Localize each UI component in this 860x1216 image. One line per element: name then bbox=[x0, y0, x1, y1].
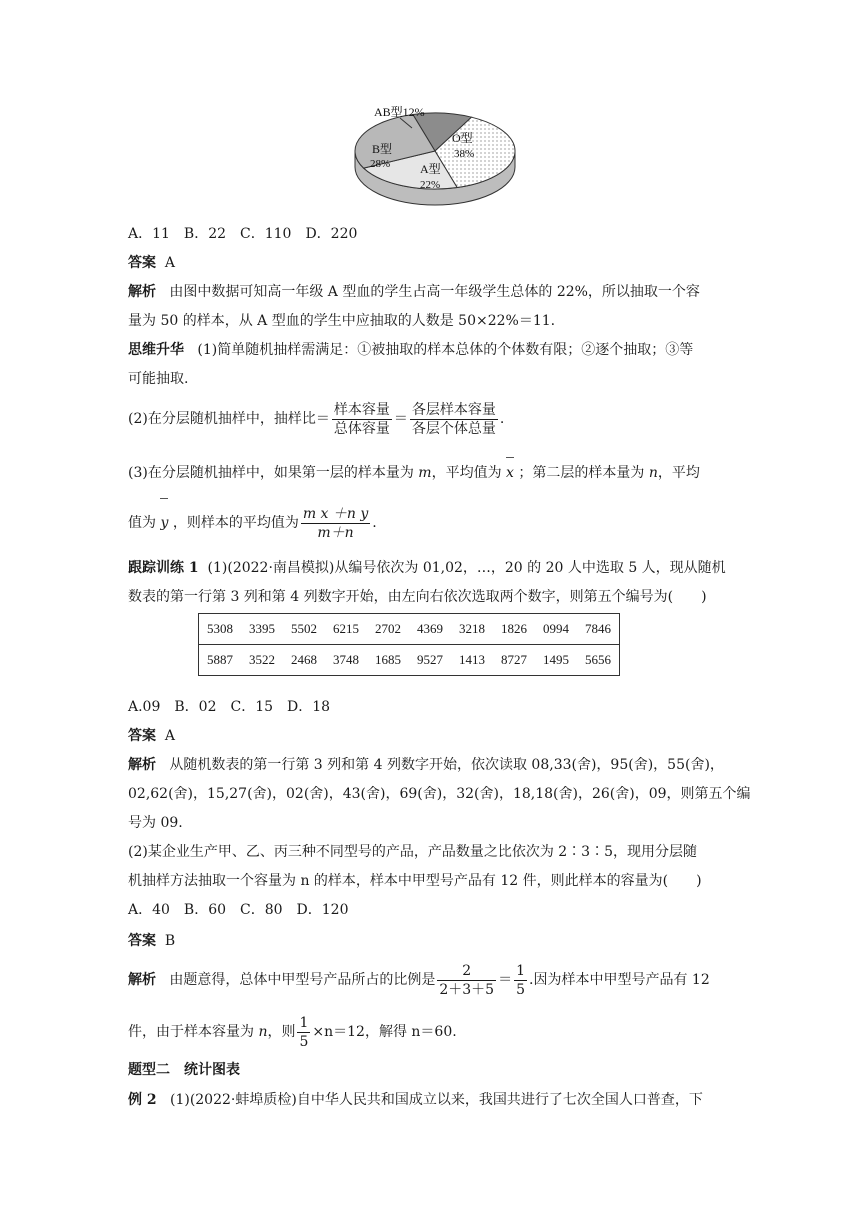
training-q1-line1: 跟踪训练 1 (1)(2022·南昌模拟)从编号依次为 01,02，…，20 的 20 人中选取 5 人，现从随机 bbox=[128, 560, 726, 576]
answer-label: 答案 bbox=[128, 255, 156, 271]
summary-p2: (2)在分层随机抽样中，抽样比＝ $\frac{\text{样本容量}}{\text{总体容量}}$ ＝ $\frac{\text{各层样本容量}}{\text{各层个体总量}}$ . bbox=[128, 401, 505, 437]
training-q2-line2: 机抽样方法抽取一个容量为 n 的样本，样本中甲型号产品有 12 件，则此样本的容量为( ) bbox=[128, 873, 702, 889]
y-bar: y bbox=[160, 504, 168, 542]
training-q1-analysis-line2: 02,62(舍)，15,27(舍)，02(舍)，43(舍)，69(舍)，32(舍)，18,18(舍)，26(舍)，09，则第五个编 bbox=[128, 786, 751, 802]
slice-label-b-name: B型 bbox=[372, 142, 393, 156]
training-q2-analysis-line1: 解析 由题意得，总体中甲型号产品所占的比例是 $\frac{2}{2+3+5}$ ＝ $\frac{1}{5}$ .因为样本中甲型号产品有 12 bbox=[128, 962, 710, 998]
training-q1-analysis-line3: 号为 09. bbox=[128, 815, 183, 831]
summary-line2: 可能抽取. bbox=[128, 371, 189, 387]
summary-p3-line2: 值为 y ，则样本的平均值为 $\frac{\text{m x ＋n y}}{m+n}$ . bbox=[128, 505, 377, 541]
slice-label-o-value: 38% bbox=[454, 148, 475, 160]
fraction-sample-ratio: $\frac{\text{样本容量}}{\text{总体容量}}$ bbox=[333, 401, 390, 437]
q1-options: A．11 B．22 C．110 D．220 bbox=[128, 226, 358, 242]
training-q2-options: A．40 B．60 C．80 D．120 bbox=[128, 902, 349, 918]
training-q1-analysis-line1: 解析 从随机数表的第一行第 3 列和第 4 列数字开始，依次读取 08,33(舍)，95(舍)，55(舍)， bbox=[128, 757, 724, 773]
training-q1-line2: 数表的第一行第 3 列和第 4 列数字开始，由左向右依次选取两个数字，则第五个编号为( ) bbox=[128, 589, 707, 605]
table-row: 5308 3395 5502 6215 2702 4369 3218 1826 0994 7846 bbox=[207, 621, 611, 636]
q1-analysis-line1: 解析 由图中数据可知高一年级 A 型血的学生占高一年级学生总体的 22%，所以抽取一个容 bbox=[128, 284, 700, 300]
training-q2-line1: (2)某企业生产甲、乙、丙三种不同型号的产品，产品数量之比依次为 2∶3∶5，现用分层随 bbox=[128, 844, 698, 860]
training-q1-answer: 答案 A bbox=[128, 728, 176, 744]
training-label: 跟踪训练 1 bbox=[128, 560, 199, 576]
summary-p3-line1: (3)在分层随机抽样中，如果第一层的样本量为 m，平均值为 x ；第二层的样本量为 n，平均 bbox=[128, 465, 700, 481]
fraction-layer-ratio: $\frac{\text{各层样本容量}}{\text{各层个体总量}}$ bbox=[411, 401, 496, 437]
example-label: 例 2 bbox=[128, 1092, 157, 1108]
slice-label-ab: AB型12% bbox=[374, 105, 425, 119]
slice-label-b-value: 28% bbox=[370, 158, 391, 170]
example-2-line1: 例 2 (1)(2022·蚌埠质检)自中华人民共和国成立以来，我国共进行了七次全国人口普查，下 bbox=[128, 1092, 703, 1108]
x-bar: x bbox=[506, 465, 514, 481]
table-row: 5887 3522 2468 3748 1685 9527 1413 8727 1495 5656 bbox=[199, 645, 620, 676]
random-number-table bbox=[198, 613, 620, 676]
training-q1-options: A.09 B．02 C．15 D．18 bbox=[128, 699, 331, 715]
fraction-proportion: $\frac{2}{2+3+5}$ bbox=[439, 962, 495, 998]
slice-label-a-value: 22% bbox=[420, 179, 441, 191]
summary-label: 思维升华 bbox=[128, 342, 184, 358]
q1-analysis-line2: 量为 50 的样本，从 A 型血的学生中应抽取的人数是 50×22%＝11. bbox=[128, 313, 556, 329]
answer-value: A bbox=[164, 255, 176, 271]
fraction-one-fifth-2: $\frac{1}{5}$ bbox=[299, 1014, 309, 1050]
section-title: 题型二 统计图表 bbox=[128, 1062, 240, 1078]
fraction-weighted-mean: $\frac{\text{m x ＋n y}}{m+n}$ bbox=[302, 505, 369, 541]
blood-type-pie-chart bbox=[340, 96, 530, 218]
slice-label-o-name: O型 bbox=[452, 131, 473, 145]
fraction-one-fifth: $\frac{1}{5}$ bbox=[516, 962, 526, 998]
training-q2-analysis-line2: 件，由于样本容量为 n，则 $\frac{1}{5}$ ×n＝12，解得 n＝60. bbox=[128, 1014, 457, 1050]
training-q2-answer: 答案 B bbox=[128, 933, 176, 949]
slice-label-a-name: A型 bbox=[420, 162, 441, 176]
summary-line1: 思维升华 (1)简单随机抽样需满足：①被抽取的样本总体的个体数有限；②逐个抽取；③等 bbox=[128, 342, 694, 358]
analysis-label: 解析 bbox=[128, 284, 156, 300]
q1-answer bbox=[128, 253, 175, 273]
